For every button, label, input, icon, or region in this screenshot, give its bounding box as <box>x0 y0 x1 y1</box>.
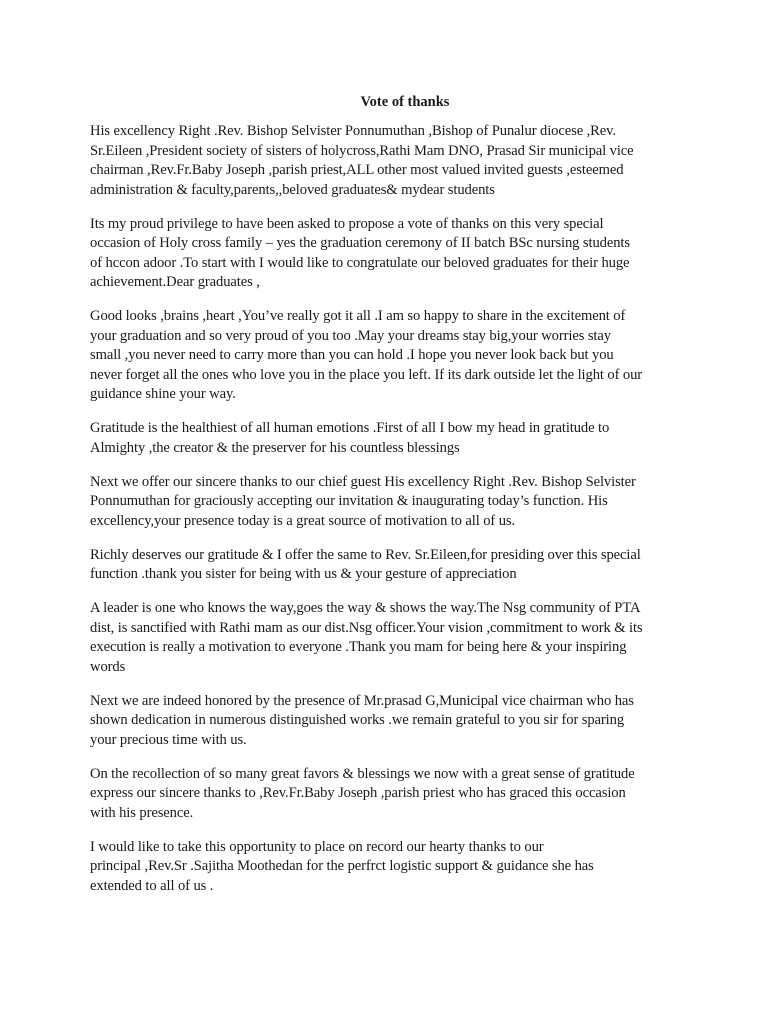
text-line: shown dedication in numerous distinguished works .we remain grateful to you sir for sparing <box>90 712 625 728</box>
text-line: excellency,your presence today is a great source of motivation to all of us. <box>90 512 516 529</box>
text-line: never forget all the ones who love you in the place you left. If its dark outside let the light of our <box>90 366 643 383</box>
paragraph-vice-chairman <box>90 692 690 751</box>
paragraph-privilege <box>90 215 690 293</box>
text-line: Almighty ,the creator & the preserver for his countless blessings <box>90 439 460 456</box>
text-line: Its my proud privilege to have been asked to propose a vote of thanks on this very special <box>90 215 604 232</box>
text-line: Sr.Eileen ,President society of sisters of holycross,Rathi Mam DNO, Prasad Sir municipal vice <box>90 142 634 159</box>
paragraph-gratitude <box>90 419 690 458</box>
text-line: guidance shine your way. <box>90 386 236 402</box>
paragraph-graduates <box>90 307 690 405</box>
text-line: Good looks ,brains ,heart ,You’ve really got it all .I am so happy to share in the excitement of <box>90 308 626 324</box>
text-line: On the recollection of so many great favors & blessings we now with a great sense of gratitude <box>90 765 635 782</box>
paragraph-chief-guest <box>90 473 690 532</box>
text-line: express our sincere thanks to ,Rev.Fr.Baby Joseph ,parish priest who has graced this occasion <box>90 785 626 801</box>
text-line: with his presence. <box>90 804 194 821</box>
text-line: function .thank you sister for being with us & your gesture of appreciation <box>90 566 517 582</box>
text-line: words <box>90 658 126 675</box>
paragraph-principal <box>90 838 690 897</box>
text-line: dist, is sanctified with Rathi mam as our dist.Nsg officer.Your vision ,commitment to work & its <box>90 619 643 636</box>
text-line: your graduation and so very proud of you too .May your dreams stay big,your worries stay <box>90 327 611 344</box>
text-line: Richly deserves our gratitude & I offer the same to Rev. Sr.Eileen,for presiding over this special <box>90 546 641 563</box>
paragraph-leader <box>90 599 690 677</box>
text-line: administration & faculty,parents,,beloved graduates& mydear students <box>90 181 495 198</box>
text-line: execution is really a motivation to everyone .Thank you mam for being here & your inspiring <box>90 639 627 655</box>
text-line: I would like to take this opportunity to place on record our hearty thanks to our <box>90 838 544 855</box>
paragraph-parish-priest <box>90 765 690 824</box>
text-line: principal ,Rev.Sr .Sajitha Moothedan for the perfrct logistic support & guidance she has <box>90 858 594 874</box>
text-line: occasion of Holy cross family – yes the graduation ceremony of II batch BSc nursing students <box>90 235 630 251</box>
paragraph-salutation <box>90 122 690 200</box>
text-line: Gratitude is the healthiest of all human emotions .First of all I bow my head in gratitude to <box>90 420 610 436</box>
paragraph-sister <box>90 546 690 585</box>
text-line: achievement.Dear graduates , <box>90 274 260 290</box>
text-line: Next we are indeed honored by the presence of Mr.prasad G,Municipal vice chairman who has <box>90 692 634 709</box>
text-line: your precious time with us. <box>90 731 247 748</box>
text-line: His excellency Right .Rev. Bishop Selvister Ponnumuthan ,Bishop of Punalur diocese ,Rev. <box>90 123 616 139</box>
document-page <box>90 92 690 911</box>
text-line: Next we offer our sincere thanks to our chief guest His excellency Right .Rev. Bishop Selvister <box>90 473 636 490</box>
text-line: A leader is one who knows the way,goes the way & shows the way.The Nsg community of PTA <box>90 600 641 616</box>
text-line: chairman ,Rev.Fr.Baby Joseph ,parish priest,ALL other most valued invited guests ,esteemed <box>90 162 624 178</box>
text-line: extended to all of us . <box>90 877 214 894</box>
text-line: Ponnumuthan for graciously accepting our invitation & inaugurating today’s function. His <box>90 493 608 509</box>
text-line: small ,you never need to carry more than you can hold .I hope you never look back but you <box>90 347 614 363</box>
document-title: Vote of thanks <box>360 94 450 110</box>
text-line: of hccon adoor .To start with I would like to congratulate our beloved graduates for their huge <box>90 254 630 271</box>
